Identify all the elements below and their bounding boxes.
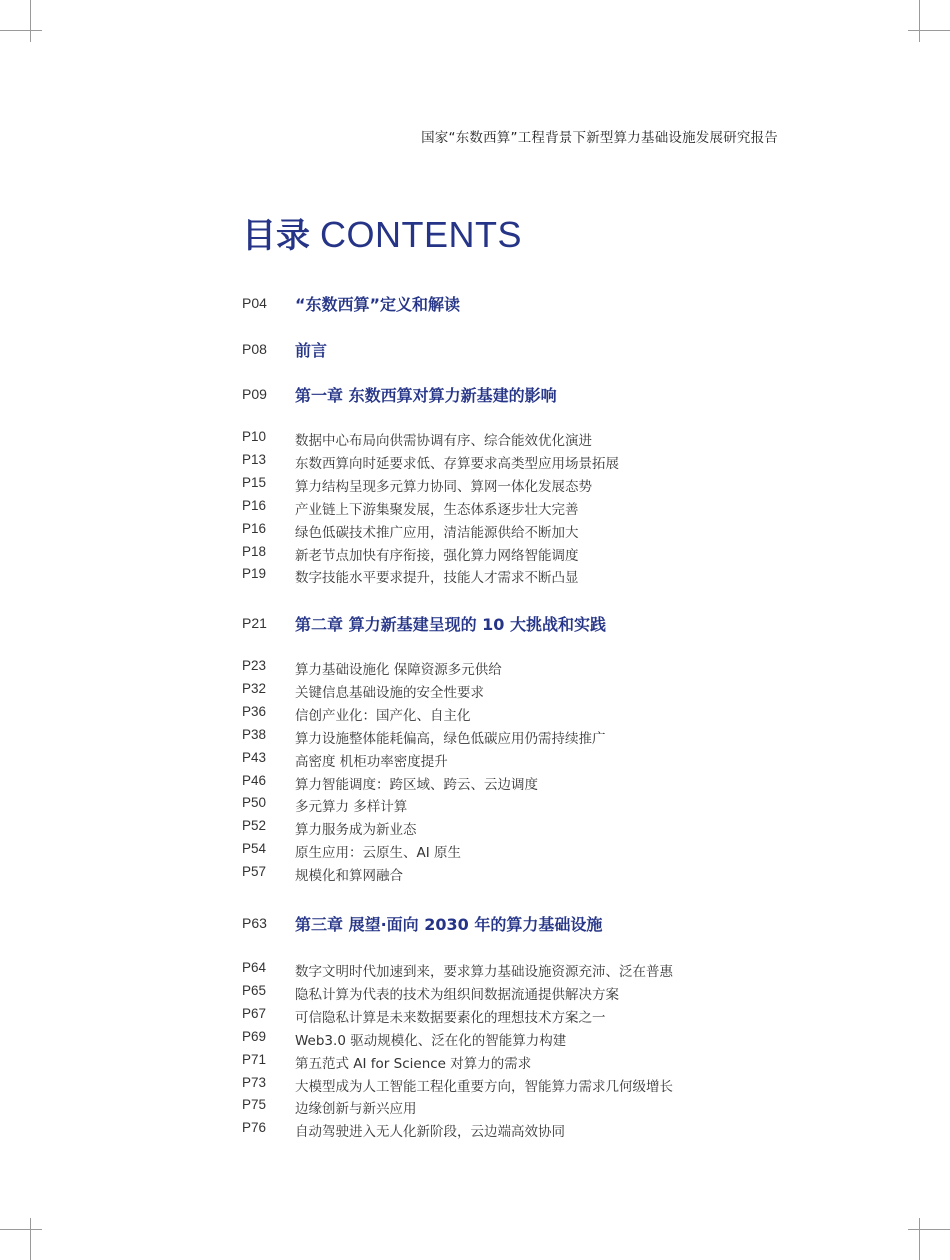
toc-entry-title: 高密度 机柜功率密度提升 [295, 754, 448, 770]
toc-entry-title: 边缘创新与新兴应用 [295, 1101, 417, 1117]
toc-page-number: P73 [242, 1075, 267, 1090]
toc-entry-title: 前言 [295, 341, 328, 360]
toc-page-number: P71 [242, 1052, 267, 1067]
toc-page-number: P19 [242, 566, 267, 581]
toc-page-number: P16 [242, 498, 267, 513]
toc-entry-title: 规模化和算网融合 [295, 868, 403, 884]
toc-entry-title: 可信隐私计算是未来数据要素化的理想技术方案之一 [295, 1010, 606, 1026]
toc-entry-title: “东数西算”定义和解读 [295, 295, 461, 314]
toc-title [242, 212, 522, 259]
toc-entry-title: 多元算力 多样计算 [295, 799, 408, 815]
crop-mark [919, 0, 920, 42]
toc-entry-title: 自动驾驶进入无人化新阶段，云边端高效协同 [295, 1124, 565, 1140]
toc-entry-title: 数字技能水平要求提升，技能人才需求不断凸显 [295, 570, 579, 586]
crop-mark [30, 1218, 31, 1260]
toc-page-number: P23 [242, 658, 267, 673]
toc-entry-title: 算力结构呈现多元算力协同、算网一体化发展态势 [295, 479, 592, 495]
toc-entry-title: 算力智能调度：跨区域、跨云、云边调度 [295, 777, 538, 793]
toc-page-number: P32 [242, 681, 267, 696]
toc-page-number: P65 [242, 983, 267, 998]
toc-entry-title: 数字文明时代加速到来，要求算力基础设施资源充沛、泛在普惠 [295, 964, 673, 980]
toc-page-number: P36 [242, 704, 267, 719]
toc-entry-title: 信创产业化：国产化、自主化 [295, 708, 471, 724]
crop-mark [919, 1218, 920, 1260]
toc-entry-title: 大模型成为人工智能工程化重要方向，智能算力需求几何级增长 [295, 1079, 673, 1095]
toc-entry-title: 算力服务成为新业态 [295, 822, 417, 838]
toc-page-number: P64 [242, 960, 267, 975]
toc-entry-title: 产业链上下游集聚发展，生态体系逐步壮大完善 [295, 502, 579, 518]
toc-page-number: P63 [242, 915, 267, 931]
toc-entry-title: Web3.0 驱动规模化、泛在化的智能算力构建 [295, 1033, 567, 1049]
toc-entry-title: 第三章 展望·面向 2030 年的算力基础设施 [295, 915, 603, 934]
toc-title-en: CONTENTS [320, 214, 522, 255]
report-header-title: 国家“东数西算”工程背景下新型算力基础设施发展研究报告 [421, 130, 778, 146]
toc-page-number: P52 [242, 818, 267, 833]
toc-page-number: P69 [242, 1029, 267, 1044]
toc-page-number: P57 [242, 864, 267, 879]
toc-entry-title: 算力基础设施化 保障资源多元供给 [295, 662, 502, 678]
crop-mark [908, 30, 950, 31]
toc-entry-title: 数据中心布局向供需协调有序、综合能效优化演进 [295, 433, 592, 449]
toc-entry-title: 隐私计算为代表的技术为组织间数据流通提供解决方案 [295, 987, 619, 1003]
crop-mark [0, 30, 42, 31]
crop-mark [30, 0, 31, 42]
toc-entry-title: 算力设施整体能耗偏高，绿色低碳应用仍需持续推广 [295, 731, 606, 747]
toc-page-number: P76 [242, 1120, 267, 1135]
toc-entry-title: 关键信息基础设施的安全性要求 [295, 685, 484, 701]
toc-entry-title: 绿色低碳技术推广应用，清洁能源供给不断加大 [295, 525, 579, 541]
toc-entry-title: 第二章 算力新基建呈现的 10 大挑战和实践 [295, 615, 606, 634]
toc-title-cn: 目录 [242, 216, 310, 256]
toc-page-number: P43 [242, 750, 267, 765]
toc-page-number: P75 [242, 1097, 267, 1112]
crop-mark [908, 1229, 950, 1230]
toc-page-number: P13 [242, 452, 267, 467]
toc-page-number: P46 [242, 773, 267, 788]
toc-page-number: P10 [242, 429, 267, 444]
toc-page-number: P54 [242, 841, 267, 856]
toc-page-number: P04 [242, 295, 267, 311]
toc-entry-title: 第五范式 AI for Science 对算力的需求 [295, 1056, 532, 1072]
toc-page-number: P15 [242, 475, 267, 490]
toc-page-number: P21 [242, 615, 267, 631]
toc-page-number: P18 [242, 544, 267, 559]
toc-entry-title: 第一章 东数西算对算力新基建的影响 [295, 386, 557, 405]
toc-entry-title: 原生应用：云原生、AI 原生 [295, 845, 462, 861]
toc-page-number: P38 [242, 727, 267, 742]
toc-page-number: P50 [242, 795, 267, 810]
toc-entry-title: 东数西算向时延要求低、存算要求高类型应用场景拓展 [295, 456, 619, 472]
toc-page-number: P09 [242, 386, 267, 402]
toc-page-number: P67 [242, 1006, 267, 1021]
toc-page-number: P16 [242, 521, 267, 536]
toc-page-number: P08 [242, 341, 267, 357]
crop-mark [0, 1229, 42, 1230]
toc-entry-title: 新老节点加快有序衔接，强化算力网络智能调度 [295, 548, 579, 564]
